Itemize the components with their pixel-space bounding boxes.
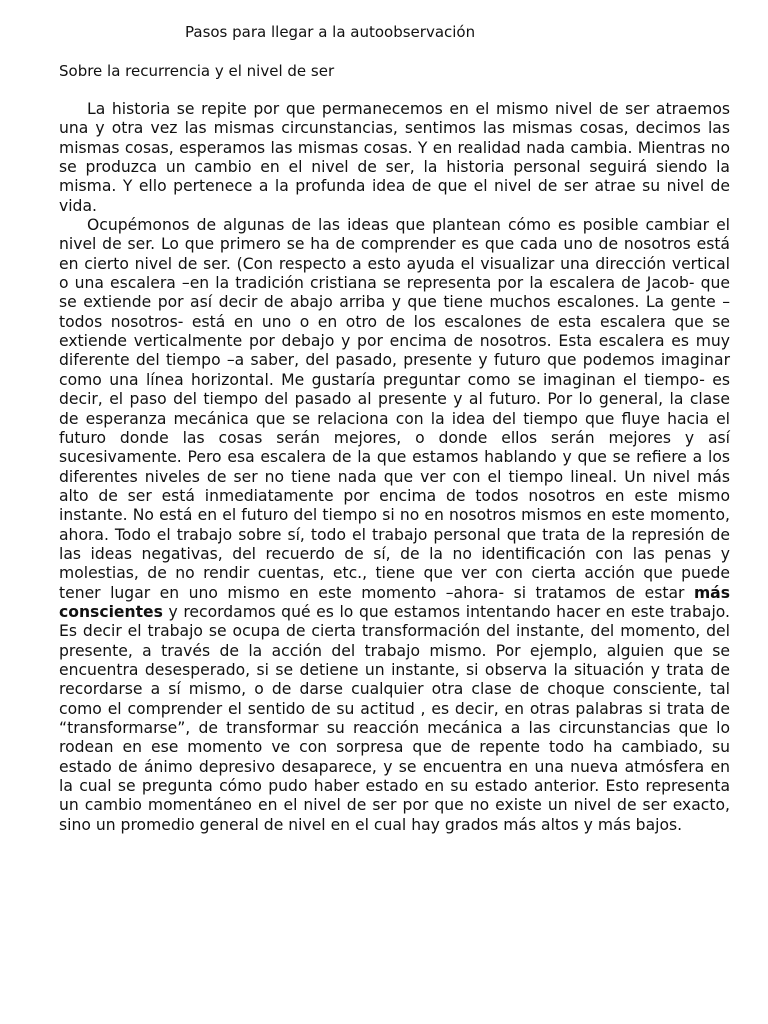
- paragraph-2-text-end: y recordamos qué es lo que estamos intentando hacer en este trabajo. Es decir el trabajo se ocupa de cierta transformación del instante, del momento, del presente, a través de la acción del trabajo mismo. Por ejemplo, alguien que se encuentra desesperado, si se detiene un instante, si observa la situación y trata de recordarse a sí mismo, o de darse cualquier otra clase de choque consciente, tal como el comprender el sentido de su actitud , es decir, en otras palabras si trata de “transformarse”, de transformar su reacción mecánica a las circunstancias que lo rodean en ese momento ve con sorpresa que de repente todo ha cambiado, su estado de ánimo depresivo desaparece, y se encuentra en una nueva atmósfera en la cual se pregunta cómo pudo haber estado en su estado anterior. Esto representa un cambio momentáneo en el nivel de ser por que no existe un nivel de ser exacto, sino un promedio general de nivel en el cual hay grados más altos y más bajos.: [59, 602, 730, 834]
- paragraph-1: La historia se repite por que permanecemos en el mismo nivel de ser atraemos una y otra vez las mismas circunstancias, sentimos las mismas cosas, decimos las mismas cosas, esperamos las mismas cosas. Y en realidad nada cambia. Mientras no se produzca un cambio en el nivel de ser, la historia personal seguirá siendo la misma. Y ello pertenece a la profunda idea de que el nivel de ser atrae su nivel de vida.: [59, 100, 730, 215]
- document-page: [59, 22, 730, 835]
- document-subtitle: Sobre la recurrencia y el nivel de ser: [59, 62, 335, 80]
- document-body: [59, 100, 730, 835]
- paragraph-2-emphasis: más conscientes: [59, 583, 730, 621]
- paragraph-2: [59, 216, 730, 835]
- document-title: Pasos para llegar a la autoobservación: [185, 23, 476, 41]
- paragraph-2-text-start: Ocupémonos de algunas de las ideas que plantean cómo es posible cambiar el nivel de ser. Lo que primero se ha de comprender es que cada uno de nosotros está en cierto nivel de ser. (Con respecto a esto ayuda el visualizar una dirección vertical o una escalera –en la tradición cristiana se representa por la escalera de Jacob- que se extiende por así decir de abajo arriba y que tiene muchos escalones. La gente –todos nosotros- está en uno o en otro de los escalones de esta escalera que se extiende verticalmente por debajo y por encima de nosotros. Esta escalera es muy diferente del tiempo –a saber, del pasado, presente y futuro que podemos imaginar como una línea horizontal. Me gustaría preguntar como se imaginan el tiempo- es decir, el paso del tiempo del pasado al presente y al futuro. Por lo general, la clase de esperanza mecánica que se relaciona con la idea del tiempo que fluye hacia el futuro donde las cosas serán mejores, o donde ellos serán mejores y así sucesivamente. Pero esa escalera de la que estamos hablando y que se refiere a los diferentes niveles de ser no tiene nada que ver con el tiempo lineal. Un nivel más alto de ser está inmediatamente por encima de todos nosotros en este mismo instante. No está en el futuro del tiempo si no en nosotros mismos en este momento, ahora. Todo el trabajo sobre sí, todo el trabajo personal que trata de la represión de las ideas negativas, del recuerdo de sí, de la no identificación con las penas y molestias, de no rendir cuentas, etc., tiene que ver con cierta acción que puede tener lugar en uno mismo en este momento –ahora- si tratamos de estar: [59, 216, 730, 602]
